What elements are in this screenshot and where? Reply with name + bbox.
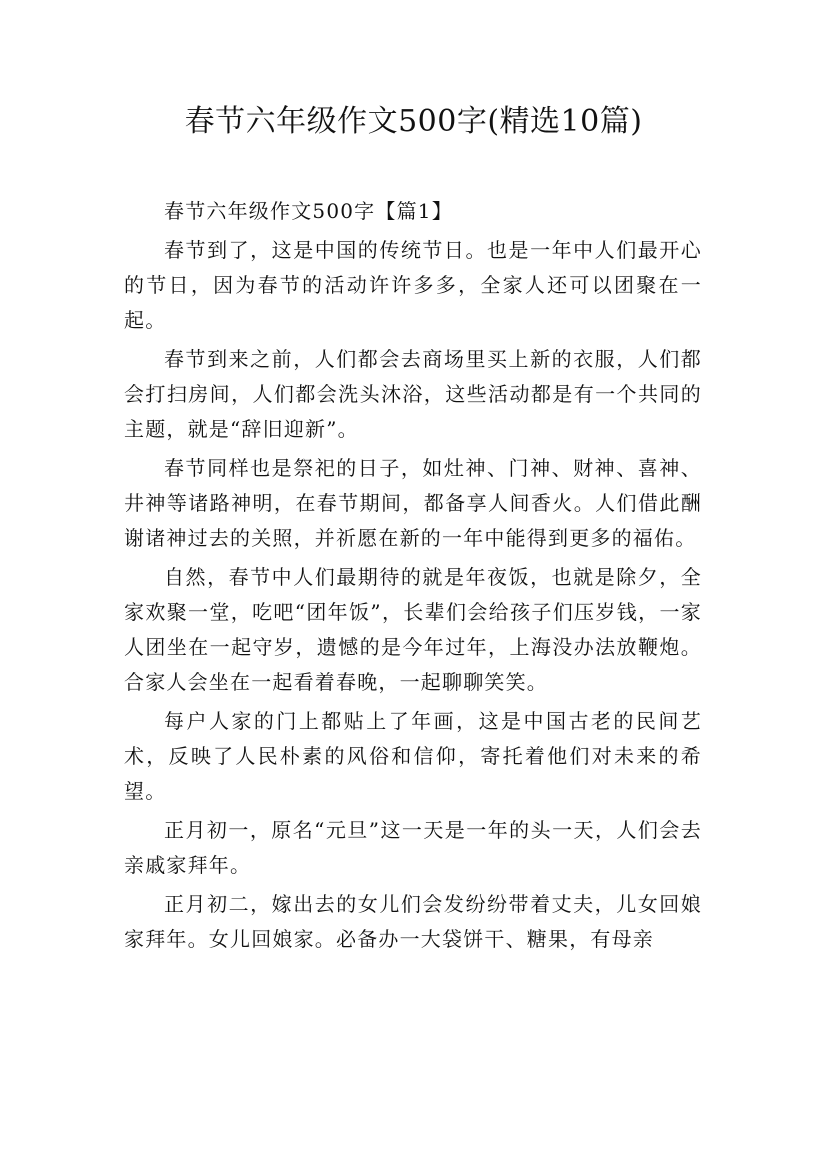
paragraph: 每户人家的门上都贴上了年画，这是中国古老的民间艺术，反映了人民朴素的风俗和信仰，寄托着他们对未来的希望。 [124, 709, 702, 803]
paragraph: 自然，春节中人们最期待的就是年夜饭，也就是除夕，全家欢聚一堂，吃吧“团年饭”，长辈们会给孩子们压岁钱，一家人团坐在一起守岁，遗憾的是今年过年，上海没办法放鞭炮。合家人会坐在一起看着春晚，一起聊聊笑笑。 [124, 565, 702, 694]
document-body [124, 194, 702, 957]
document-title: 春节六年级作文500字(精选10篇) [184, 104, 643, 139]
paragraph: 正月初二，嫁出去的女儿们会发纷纷带着丈夫，儿女回娘家拜年。女儿回娘家。必备办一大袋饼干、糖果，有母亲 [124, 892, 702, 951]
paragraph: 正月初一，原名“元旦”这一天是一年的头一天，人们会去亲戚家拜年。 [124, 818, 702, 877]
paragraph: 春节到来之前，人们都会去商场里买上新的衣服，人们都会打扫房间，人们都会洗头沐浴，这些活动都是有一个共同的主题，就是“辞旧迎新”。 [124, 347, 702, 441]
section-heading: 春节六年级作文500字【篇1】 [164, 199, 453, 223]
paragraph: 春节同样也是祭祀的日子，如灶神、门神、财神、喜神、井神等诸路神明，在春节期间，都备享人间香火。人们借此酬谢诸神过去的关照，并祈愿在新的一年中能得到更多的福佑。 [124, 456, 702, 550]
paragraph: 春节到了，这是中国的传统节日。也是一年中人们最开心的节日，因为春节的活动许许多多，全家人还可以团聚在一起。 [124, 238, 702, 332]
